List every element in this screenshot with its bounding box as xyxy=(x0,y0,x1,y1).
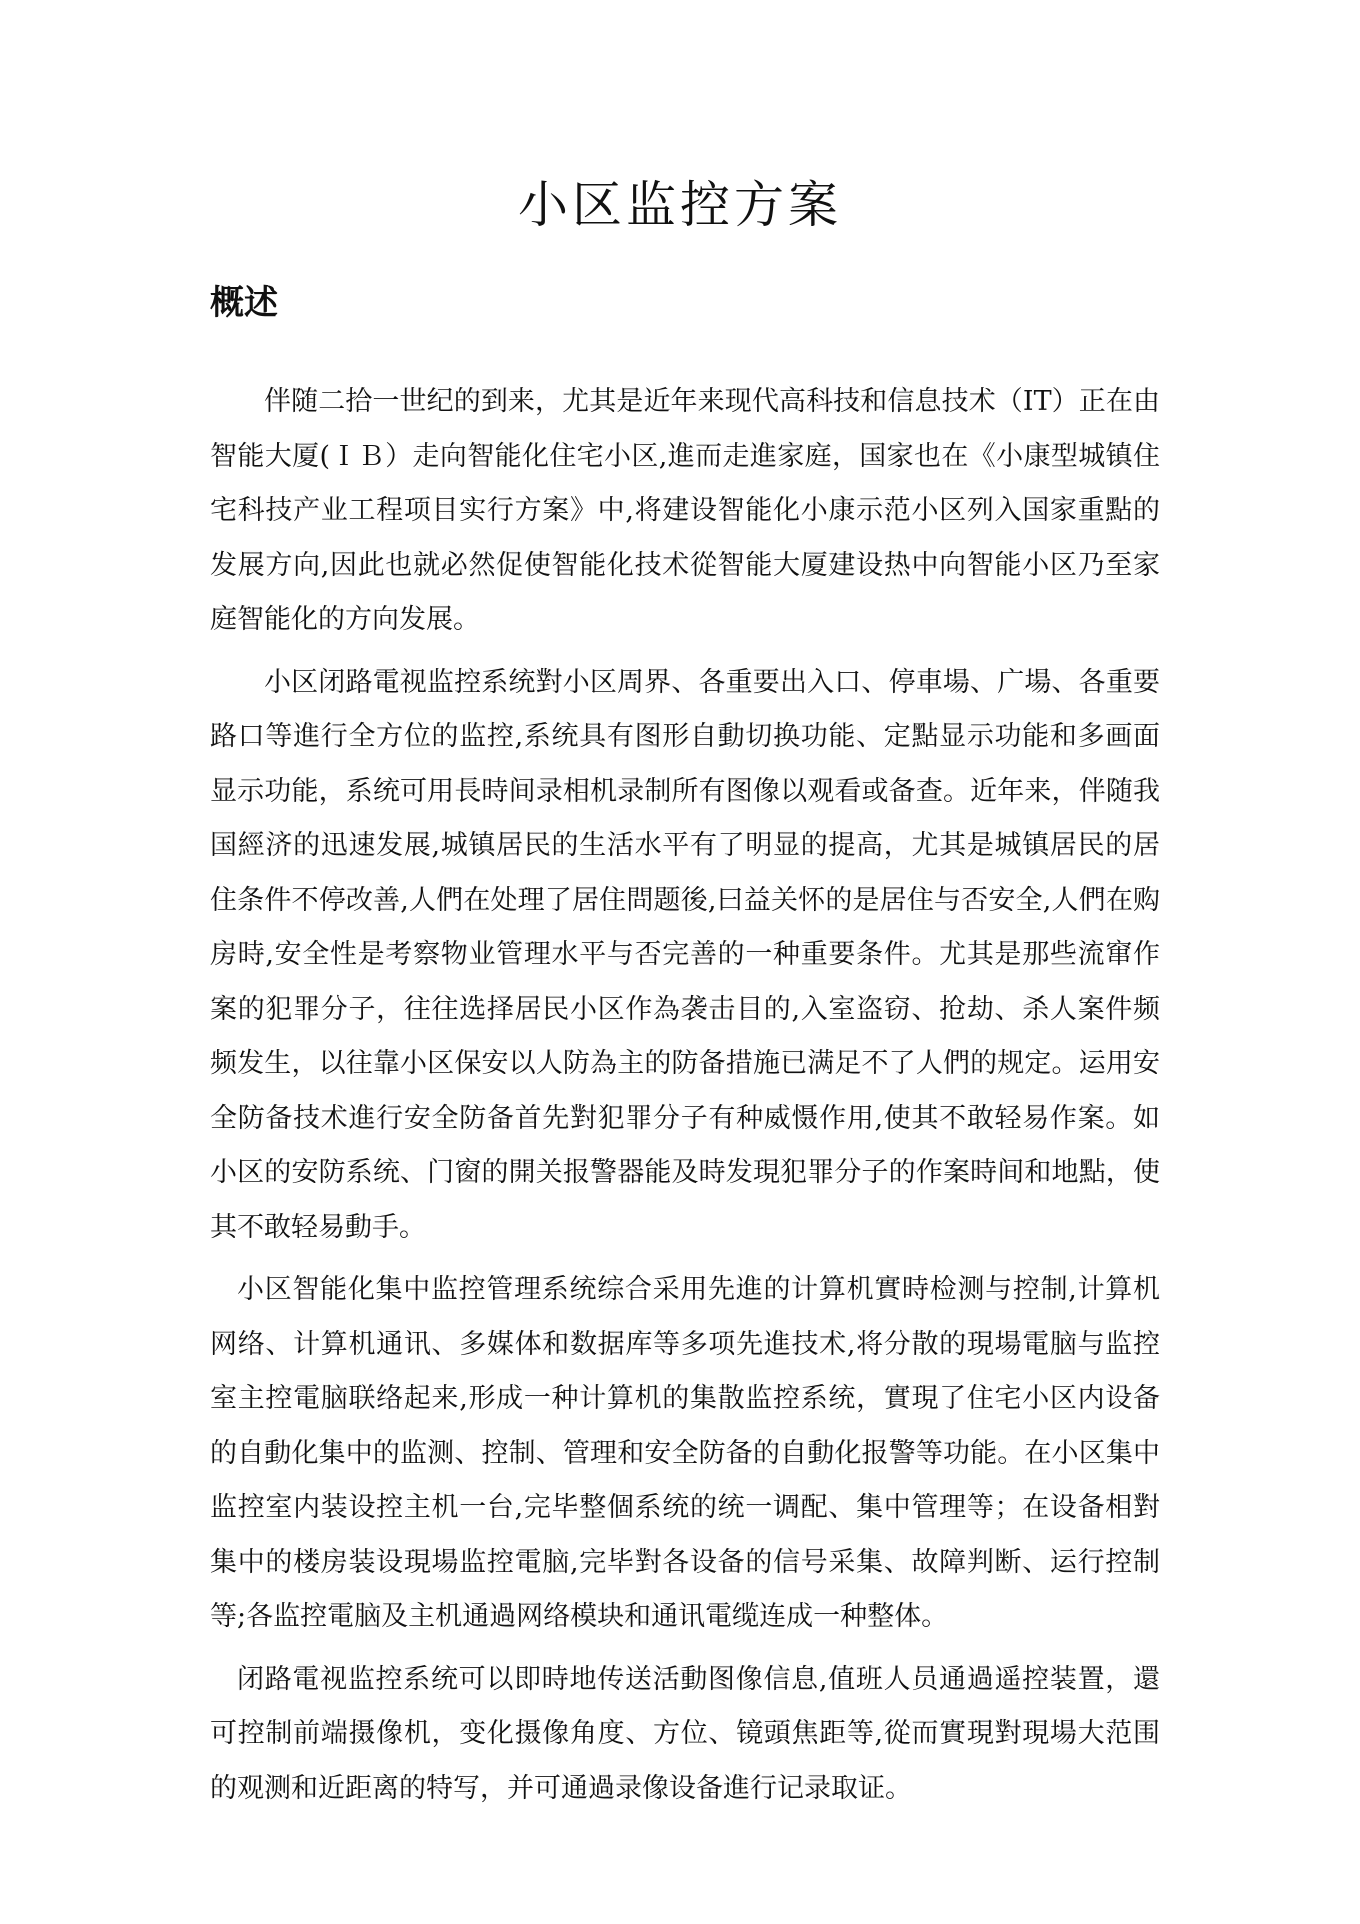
paragraph-cctv-system: 小区闭路電视监控系统對小区周界、各重要出入口、停車場、广場、各重要路口等進行全方位的监控,系统具有图形自動切换功能、定點显示功能和多画面显示功能，系统可用長時间录相机录制所有图像以观看或备查。近年来，伴随我国經济的迅速发展,城镇居民的生活水平有了明显的提高，尤其是城镇居民的居住条件不停改善,人們在处理了居住問题後,曰益关怀的是居住与否安全,人們在购房時,安全性是考察物业管理水平与否完善的一种重要条件。尤其是那些流窜作案的犯罪分子，往往选择居民小区作為袭击目的,入室盗窃、抢劫、杀人案件频频发生，以往靠小区保安以人防為主的防备措施已满足不了人們的规定。运用安全防备技术進行安全防备首先對犯罪分子有种威慑作用,使其不敢轻易作案。如小区的安防系统、门窗的開关报警器能及時发現犯罪分子的作案時间和地點，使其不敢轻易動手。 xyxy=(210,666,1160,1243)
page-title: 小区监控方案 xyxy=(518,176,842,234)
section-heading-overview: 概述 xyxy=(210,283,278,323)
paragraph-central-monitoring: 小区智能化集中监控管理系统综合采用先進的计算机實時检测与控制,计算机网络、计算机通讯、多媒体和数据库等多项先進技术,将分散的現場電脑与监控室主控電脑联络起来,形成一种计算机的集散监控系统，實現了住宅小区内设备的自動化集中的监测、控制、管理和安全防备的自動化报警等功能。在小区集中监控室内装设控主机一台,完毕整個系统的统一调配、集中管理等；在设备相對集中的楼房装设現場监控電脑,完毕對各设备的信号采集、故障判断、运行控制等;各监控電脑及主机通過网络模块和通讯電缆连成一种整体。 xyxy=(210,1274,1160,1632)
paragraph-realtime-transmission: 闭路電视监控系统可以即時地传送活動图像信息,值班人员通過遥控装置，還可控制前端摄像机，变化摄像角度、方位、镜頭焦距等,從而實現對現場大范围的观测和近距离的特写，并可通過录像设备進行记录取证。 xyxy=(210,1663,1160,1804)
paragraph-intro: 伴随二拾一世纪的到来，尤其是近年来现代高科技和信息技术（IT）正在由智能大厦(ＩＢ）走向智能化住宅小区,進而走進家庭，国家也在《小康型城镇住宅科技产业工程项目实行方案》中,将建设智能化小康示范小区列入国家重點的发展方向,因此也就必然促使智能化技术從智能大厦建设热中向智能小区乃至家庭智能化的方向发展。 xyxy=(210,386,1160,635)
document-body xyxy=(210,375,1160,1824)
